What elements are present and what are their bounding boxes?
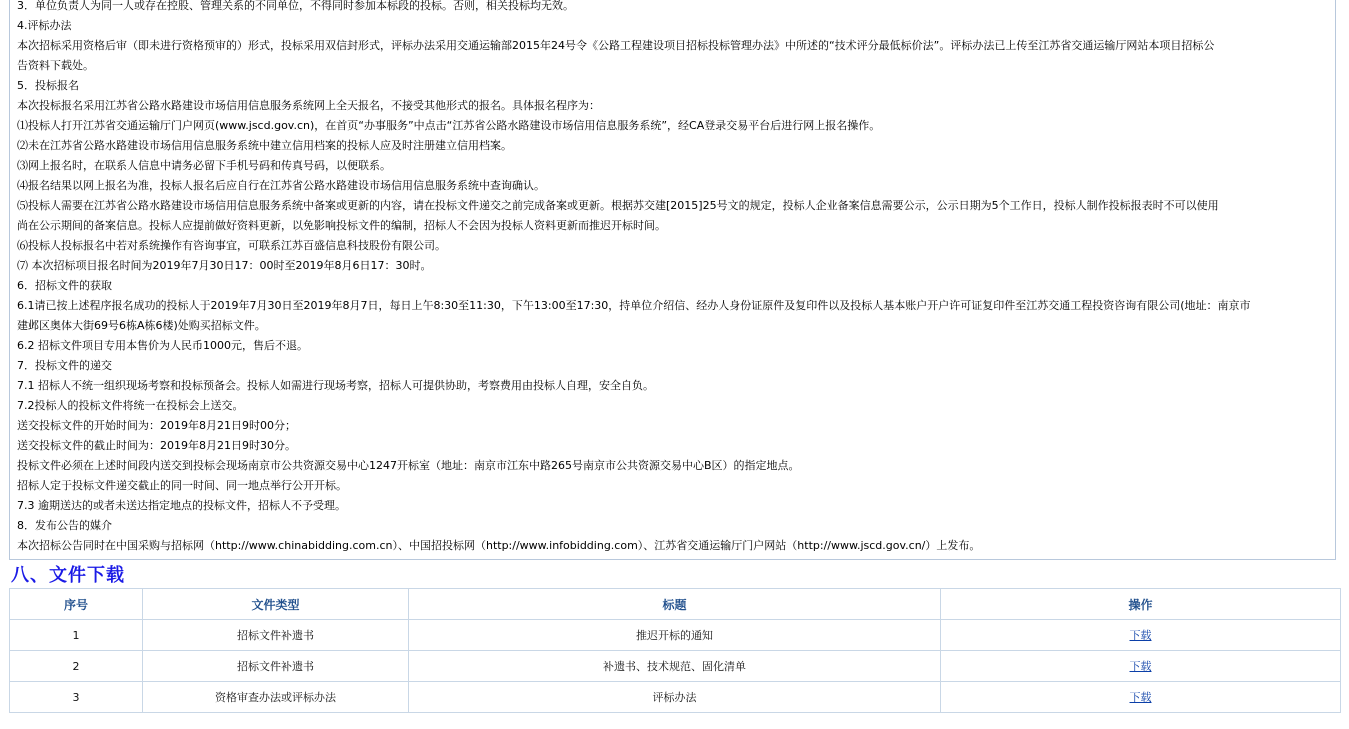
row-action-cell	[941, 682, 1341, 713]
column-header-title: 标题	[409, 589, 941, 620]
notice-line: ⑹投标人投标报名中若对系统操作有咨询事宜，可联系江苏百盛信息科技股份有限公司。	[17, 239, 446, 252]
notice-line: ⑴投标人打开江苏省交通运输厅门户网页(www.jscd.gov.cn)，在首页“办事服务”中点击“江苏省公路水路建设市场信用信息服务系统”，经CA登录交易平台后进行网上报名操作。	[17, 119, 881, 132]
notice-line: 本次招标公告同时在中国采购与招标网（http://www.chinabidding.com.cn）、中国招投标网（http://www.infobidding.com）、江苏省交通运输厅门户网站（http://www.jscd.gov.cn/）上发布。	[17, 539, 981, 552]
file-download-table	[9, 588, 1341, 713]
column-header-index: 序号	[10, 589, 143, 620]
notice-line: ⑵未在江苏省公路水路建设市场信用信息服务系统中建立信用档案的投标人应及时注册建立信用档案。	[17, 139, 512, 152]
notice-line: 送交投标文件的截止时间为：2019年8月21日9时30分。	[17, 439, 296, 452]
notice-line: 投标文件必须在上述时间段内送交到投标会现场南京市公共资源交易中心1247开标室（地址：南京市江东中路265号南京市公共资源交易中心B区）的指定地点。	[17, 459, 800, 472]
row-file-type: 招标文件补遗书	[143, 620, 409, 651]
notice-line: 6.2 招标文件项目专用本售价为人民币1000元，售后不退。	[17, 339, 308, 352]
notice-line: ⑶网上报名时，在联系人信息中请务必留下手机号码和传真号码，以便联系。	[17, 159, 391, 172]
row-file-type: 招标文件补遗书	[143, 651, 409, 682]
notice-heading: 5．投标报名	[17, 79, 79, 92]
notice-line: 7.2投标人的投标文件将统一在投标会上送交。	[17, 399, 244, 412]
download-link[interactable]: 下载	[1129, 691, 1152, 704]
row-title: 补遗书、技术规范、固化清单	[409, 651, 941, 682]
row-file-type: 资格审查办法或评标办法	[143, 682, 409, 713]
notice-line: 送交投标文件的开始时间为：2019年8月21日9时00分；	[17, 419, 296, 432]
notice-line: 尚在公示期间的备案信息。投标人应提前做好资料更新，以免影响投标文件的编制，招标人不会因为投标人资料更新而推迟开标时间。	[17, 219, 666, 232]
notice-line: ⑸投标人需要在江苏省公路水路建设市场信用信息服务系统中备案或更新的内容，请在投标文件递交之前完成备案或更新。根据苏交建[2015]25号文的规定，投标人企业备案信息需要公示，公示日期为5个工作日，投标人制作投标报表时不可以使用	[17, 199, 1219, 212]
table-row	[10, 620, 1341, 651]
table-row	[10, 651, 1341, 682]
download-link[interactable]: 下载	[1129, 660, 1152, 673]
notice-line: 告资料下载处。	[17, 59, 94, 72]
notice-heading: 4.评标办法	[17, 19, 72, 32]
notice-line: ⑺ 本次招标项目报名时间为2019年7月30日17：00时至2019年8月6日17：30时。	[17, 259, 432, 272]
row-title: 评标办法	[409, 682, 941, 713]
column-header-file-type: 文件类型	[143, 589, 409, 620]
notice-line: 6.1请已按上述程序报名成功的投标人于2019年7月30日至2019年8月7日，每日上午8:30至11:30，下午13:00至17:30，持单位介绍信、经办人身份证原件及复印件以及投标人基本账户开户许可证复印件至江苏交通工程投资咨询有限公司(地址：南京市	[17, 299, 1251, 312]
row-index: 3	[10, 682, 143, 713]
download-section-title: 八、文件下载	[11, 565, 125, 586]
notice-heading: 7．投标文件的递交	[17, 359, 112, 372]
notice-line: 本次投标报名采用江苏省公路水路建设市场信用信息服务系统网上全天报名，不接受其他形式的报名。具体报名程序为：	[17, 99, 600, 112]
table-header-row	[10, 589, 1341, 620]
notice-line: ⑷报名结果以网上报名为准，投标人报名后应自行在江苏省公路水路建设市场信用信息服务系统中查询确认。	[17, 179, 545, 192]
notice-line: 7.1 招标人不统一组织现场考察和投标预备会。投标人如需进行现场考察，招标人可提供协助，考察费用由投标人自理，安全自负。	[17, 379, 654, 392]
notice-heading: 6．招标文件的获取	[17, 279, 112, 292]
notice-line: 招标人定于投标文件递交截止的同一时间、同一地点举行公开开标。	[17, 479, 347, 492]
row-index: 1	[10, 620, 143, 651]
download-link[interactable]: 下载	[1129, 629, 1152, 642]
row-action-cell	[941, 651, 1341, 682]
notice-line: 3．单位负责人为同一人或存在控股、管理关系的不同单位，不得同时参加本标段的投标。否则，相关投标均无效。	[17, 0, 574, 12]
notice-line: 建邺区奥体大街69号6栋A栋6楼)处购买招标文件。	[17, 319, 266, 332]
row-title: 推迟开标的通知	[409, 620, 941, 651]
notice-line: 7.3 逾期送达的或者未送达指定地点的投标文件，招标人不予受理。	[17, 499, 346, 512]
notice-line: 本次招标采用资格后审（即未进行资格预审的）形式，投标采用双信封形式，评标办法采用交通运输部2015年24号令《公路工程建设项目招标投标管理办法》中所述的“技术评分最低标价法”。评标办法已上传至江苏省交通运输厅网站本项目招标公	[17, 39, 1215, 52]
row-action-cell	[941, 620, 1341, 651]
column-header-action: 操作	[941, 589, 1341, 620]
row-index: 2	[10, 651, 143, 682]
notice-heading: 8．发布公告的媒介	[17, 519, 112, 532]
table-row	[10, 682, 1341, 713]
